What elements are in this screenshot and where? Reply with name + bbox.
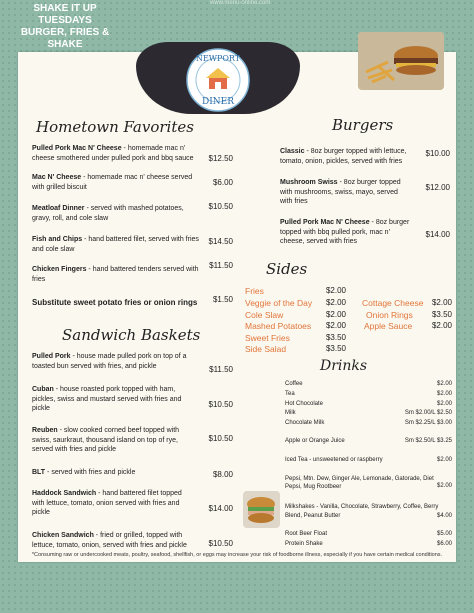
drink-item-2: Tea	[285, 391, 295, 397]
logo-bottom-text: DINER	[202, 97, 234, 107]
hometown-item-4: Fish and Chips - hand battered filet, served with fries and cole slaw	[32, 236, 199, 253]
drink-price-5: Sm $2.25/L $3.00	[404, 420, 452, 426]
side-item-1: Fries	[245, 286, 264, 296]
sides-heading: Sides	[266, 260, 308, 278]
burger-price-2: $12.00	[425, 183, 450, 192]
watermark: www.menu-online.com	[210, 0, 271, 6]
side-price-9: $2.00	[431, 321, 452, 330]
sandwich-item-2: Cuban - house roasted pork topped with ham, pickles, swiss and mustard served with fries and pickle	[32, 386, 182, 412]
side-price-7: $2.00	[431, 298, 452, 307]
newport-diner-logo	[186, 48, 250, 112]
burger-item-3: Pulled Pork Mac N' Cheese - 8oz burger topped with bbq pulled pork, mac n' cheese, served with fries	[280, 219, 410, 245]
hometown-price-4: $14.50	[208, 237, 233, 246]
drink-price-3: $2.00	[436, 401, 452, 407]
drink-price-10: $5.00	[436, 531, 452, 537]
promo-line-4: SHAKE	[47, 39, 83, 50]
hometown-item-2: Mac N' Cheese - homemade mac n' cheese served with grilled biscuit	[32, 174, 193, 191]
sandwich-price-4: $8.00	[212, 470, 233, 479]
drink-item-4: Milk	[285, 410, 296, 416]
drink-price-8: $2.00	[436, 483, 452, 489]
promo-banner	[0, 0, 130, 52]
drink-item-11: Protein Shake	[285, 541, 323, 547]
sandwich-price-5: $14.00	[208, 504, 233, 513]
drink-price-4: Sm $2.00/L $2.50	[404, 410, 452, 416]
sandwich-photo	[243, 491, 280, 528]
promo-line-1: SHAKE IT UP	[33, 3, 97, 14]
hometown-item-5: Chicken Fingers - hand battered tenders served with fries	[32, 266, 199, 283]
sandwich-price-2: $10.50	[208, 400, 233, 409]
sandwich-price-1: $11.50	[209, 365, 233, 374]
substitute-price: $1.50	[212, 295, 233, 304]
drink-price-6: Sm $2.50/L $3.25	[404, 438, 452, 444]
side-price-6: $3.50	[325, 344, 346, 353]
drink-item-1: Coffee	[285, 381, 303, 387]
sandwich-item-4: BLT - served with fries and pickle	[32, 469, 136, 476]
logo-top-text: NEWPORT	[195, 54, 241, 63]
hometown-price-1: $12.50	[208, 154, 233, 163]
drink-item-8: Pepsi, Mtn. Dew, Ginger Ale, Lemonade, Gatorade, Diet Pepsi, Mug Rootbeer	[285, 476, 434, 490]
sandwich-item-3: Reuben - slow cooked corned beef topped with swiss, saurkraut, thousand island on top of rye, served with fries and pickle	[32, 427, 180, 453]
substitute-note: Substitute sweet potato fries or onion rings	[32, 298, 198, 307]
drink-item-6: Apple or Orange Juice	[285, 438, 345, 444]
side-item-8: Onion Rings	[366, 310, 413, 320]
hometown-heading: Hometown Favorites	[36, 118, 194, 136]
promo-line-3: BURGER, FRIES &	[20, 27, 110, 38]
side-price-1: $2.00	[325, 286, 346, 295]
side-price-3: $2.00	[325, 310, 346, 319]
side-item-6: Side Salad	[245, 344, 287, 354]
side-price-4: $2.00	[325, 321, 346, 330]
side-price-2: $2.00	[325, 298, 346, 307]
burger-item-2: Mushroom Swiss - 8oz burger topped with mushrooms, swiss, mayo, served with fries	[280, 179, 401, 205]
sandwich-item-1: Pulled Pork - house made pulled pork on top of a toasted bun served with fries, and pickle	[32, 353, 187, 370]
drinks-heading: Drinks	[320, 358, 368, 374]
sandwich-heading: Sandwich Baskets	[62, 326, 201, 344]
side-item-3: Cole Slaw	[245, 310, 284, 320]
sandwich-item-6: Chicken Sandwich - fried or grilled, topped with lettuce, tomato, onion, served with fries and pickle	[32, 532, 187, 549]
hometown-price-3: $10.50	[208, 202, 233, 211]
side-price-8: $3.50	[431, 310, 452, 319]
drink-price-1: $2.00	[436, 381, 452, 387]
drink-price-7: $2.00	[436, 457, 452, 463]
health-disclaimer: *Consuming raw or undercooked meats, poultry, seafood, shellfish, or eggs may increase your risk of foodborne illness, especially if you have certain medical conditions.	[31, 552, 443, 558]
side-item-4: Mashed Potatoes	[245, 321, 312, 331]
burger-photo	[358, 32, 444, 90]
hometown-price-5: $11.50	[209, 261, 233, 270]
burger-price-1: $10.00	[425, 149, 450, 158]
sandwich-price-3: $10.50	[208, 434, 233, 443]
drink-price-9: $4.00	[436, 513, 452, 519]
hometown-item-3: Meatloaf Dinner - served with mashed potatoes, gravy, roll, and cole slaw	[32, 205, 184, 222]
hometown-price-2: $6.00	[212, 178, 233, 187]
drink-item-10: Root Beer Float	[285, 531, 328, 537]
sandwich-item-5: Haddock Sandwich - hand battered filet topped with lettuce, tomato, onion served with fries and pickle	[32, 490, 182, 516]
side-item-9: Apple Sauce	[364, 321, 413, 331]
side-item-7: Cottage Cheese	[362, 298, 424, 308]
drink-price-2: $2.00	[436, 391, 452, 397]
side-item-5: Sweet Fries	[245, 333, 290, 343]
burger-price-3: $14.00	[425, 230, 450, 239]
drink-item-9: Milkshakes - Vanilla, Chocolate, Strawberry, Coffee, Berry Blend, Peanut Butter	[285, 504, 439, 519]
drink-item-5: Chocolate Milk	[285, 420, 325, 426]
promo-line-2: TUESDAYS	[38, 15, 92, 26]
side-price-5: $3.50	[325, 333, 346, 342]
drink-price-11: $6.00	[436, 541, 452, 547]
sandwich-price-6: $10.50	[208, 539, 233, 548]
burger-item-1: Classic - 8oz burger topped with lettuce, tomato, onion, pickles, served with fries	[280, 148, 407, 165]
drink-item-3: Hot Chocolate	[285, 401, 324, 407]
burgers-heading: Burgers	[332, 116, 394, 134]
side-item-2: Veggie of the Day	[245, 298, 313, 308]
drink-item-7: Iced Tea - unsweetened or raspberry	[285, 457, 383, 463]
hometown-item-1: Pulled Pork Mac N' Cheese - homemade mac n' cheese smothered under pulled pork and bbq sauce	[32, 145, 194, 162]
